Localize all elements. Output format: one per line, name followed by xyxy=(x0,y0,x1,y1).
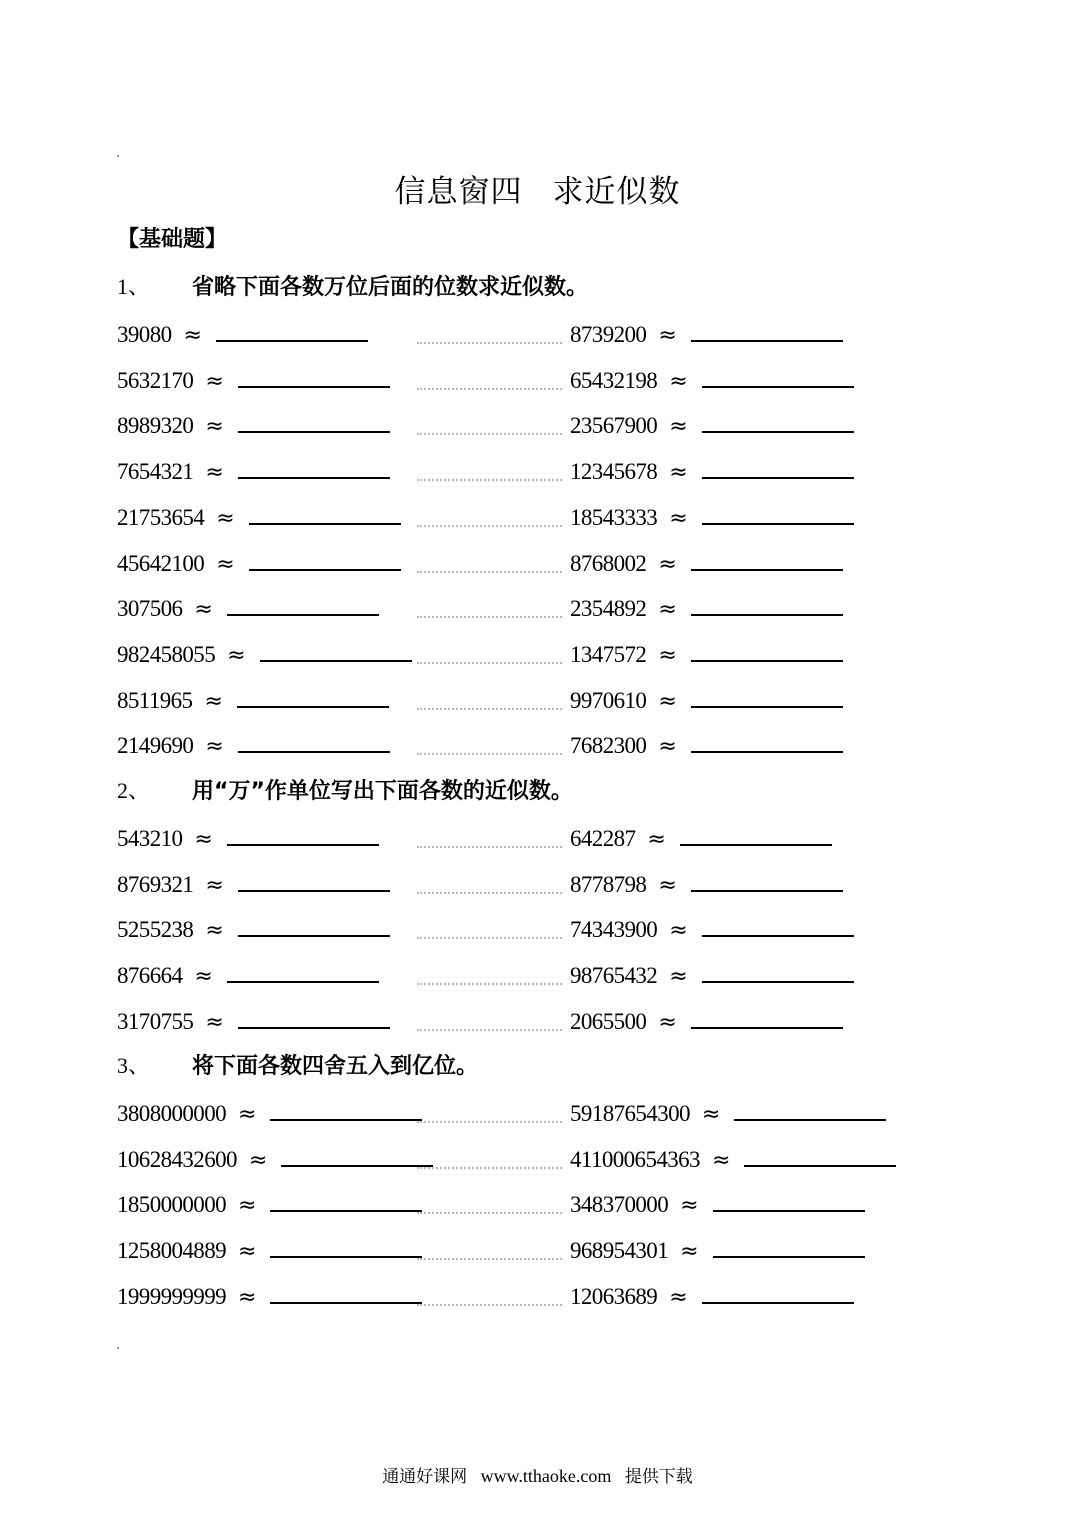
exercise-number: 1999999999 xyxy=(117,1283,227,1309)
exercise-item xyxy=(570,314,843,348)
exercise-row xyxy=(117,818,937,852)
title-part2: 求近似数 xyxy=(552,174,681,210)
answer-blank[interactable] xyxy=(744,1164,896,1167)
approx-symbol: ≈ xyxy=(205,1009,224,1035)
exercise-item xyxy=(570,1001,843,1035)
approx-symbol: ≈ xyxy=(711,1147,731,1173)
exercise-item xyxy=(117,405,390,439)
exercise-item xyxy=(570,1139,896,1173)
exercise-item xyxy=(117,543,401,577)
question-1-number: 1、 xyxy=(117,274,151,299)
exercise-row xyxy=(117,680,937,714)
dotted-guide xyxy=(417,935,562,939)
answer-blank[interactable] xyxy=(238,889,390,892)
title-part1: 信息窗四 xyxy=(394,174,523,210)
answer-blank[interactable] xyxy=(227,843,379,846)
answer-blank[interactable] xyxy=(691,1026,843,1029)
exercise-number: 8778798 xyxy=(570,871,647,897)
question-1-text: 省略下面各数万位后面的位数求近似数。 xyxy=(192,275,589,300)
question-3-heading xyxy=(117,1049,478,1080)
exercise-number: 307506 xyxy=(117,596,183,622)
answer-blank[interactable] xyxy=(238,385,390,388)
dotted-guide xyxy=(417,1027,562,1031)
dotted-guide xyxy=(417,340,562,344)
approx-symbol: ≈ xyxy=(194,964,213,990)
answer-blank[interactable] xyxy=(238,750,390,753)
exercise-item xyxy=(570,451,854,485)
answer-blank[interactable] xyxy=(238,934,390,937)
approx-symbol: ≈ xyxy=(669,368,688,394)
answer-blank[interactable] xyxy=(691,889,843,892)
exercise-row xyxy=(117,1184,937,1218)
answer-blank[interactable] xyxy=(702,980,854,983)
exercise-number: 411000654363 xyxy=(570,1146,700,1172)
exercise-row xyxy=(117,314,937,348)
exercise-number: 968954301 xyxy=(570,1238,669,1264)
approx-symbol: ≈ xyxy=(658,734,677,760)
exercise-item xyxy=(117,909,390,943)
exercise-row xyxy=(117,1230,937,1264)
answer-blank[interactable] xyxy=(691,705,843,708)
exercise-row xyxy=(117,955,937,989)
exercise-number: 12345678 xyxy=(570,459,658,485)
exercise-number: 8769321 xyxy=(117,871,194,897)
footer-suffix: 提供下载 xyxy=(624,1467,693,1487)
exercise-row xyxy=(117,1093,937,1127)
approx-symbol: ≈ xyxy=(227,642,246,668)
approx-symbol: ≈ xyxy=(238,1193,257,1219)
exercise-item xyxy=(117,314,368,348)
exercise-number: 642287 xyxy=(570,826,636,851)
approx-symbol: ≈ xyxy=(216,551,235,577)
answer-blank[interactable] xyxy=(702,934,854,937)
section-label: 【基础题】 xyxy=(117,227,228,252)
exercise-item xyxy=(570,360,854,394)
exercise-number: 3170755 xyxy=(117,1008,194,1034)
margin-dot xyxy=(117,155,119,157)
question-1-heading xyxy=(117,270,588,301)
approx-symbol: ≈ xyxy=(205,368,224,394)
dotted-guide xyxy=(417,981,562,985)
footer xyxy=(0,1462,1075,1487)
approx-symbol: ≈ xyxy=(248,1147,268,1173)
approx-symbol: ≈ xyxy=(647,827,666,852)
exercise-item xyxy=(570,680,843,714)
exercise-number: 982458055 xyxy=(117,641,216,667)
exercise-number: 59187654300 xyxy=(570,1101,690,1126)
exercise-item xyxy=(117,497,401,531)
exercise-item xyxy=(117,1093,422,1127)
exercise-row xyxy=(117,543,937,577)
answer-blank[interactable] xyxy=(691,659,843,662)
exercise-item xyxy=(117,360,390,394)
exercise-item xyxy=(570,864,843,898)
exercise-item xyxy=(570,1230,865,1264)
answer-blank[interactable] xyxy=(227,613,379,616)
exercise-row xyxy=(117,1276,937,1310)
exercise-number: 348370000 xyxy=(570,1192,669,1218)
dotted-guide xyxy=(417,890,562,894)
answer-blank[interactable] xyxy=(227,980,379,983)
approx-symbol: ≈ xyxy=(658,642,677,668)
approx-symbol: ≈ xyxy=(205,734,224,760)
exercise-number: 2354892 xyxy=(570,596,647,622)
exercise-item xyxy=(570,588,843,622)
answer-blank[interactable] xyxy=(260,659,412,662)
exercise-item xyxy=(570,818,832,852)
exercise-number: 2149690 xyxy=(117,733,194,759)
exercise-row xyxy=(117,725,937,759)
approx-symbol: ≈ xyxy=(216,505,235,531)
exercise-item xyxy=(570,909,854,943)
approx-symbol: ≈ xyxy=(669,964,688,990)
approx-symbol: ≈ xyxy=(680,1193,699,1219)
answer-blank[interactable] xyxy=(270,1301,422,1304)
dotted-guide xyxy=(417,1165,562,1169)
exercise-item xyxy=(117,634,412,668)
approx-symbol: ≈ xyxy=(669,505,688,531)
exercise-row xyxy=(117,405,937,439)
dotted-guide xyxy=(417,1210,562,1214)
exercise-item xyxy=(117,1001,390,1035)
answer-blank[interactable] xyxy=(270,1209,422,1212)
answer-blank[interactable] xyxy=(270,1255,422,1258)
answer-blank[interactable] xyxy=(238,476,390,479)
exercise-number: 9970610 xyxy=(570,687,647,713)
answer-blank[interactable] xyxy=(216,339,368,342)
approx-symbol: ≈ xyxy=(658,551,677,577)
exercise-number: 65432198 xyxy=(570,367,658,393)
exercise-row xyxy=(117,864,937,898)
exercise-item xyxy=(117,451,390,485)
exercise-item xyxy=(570,405,854,439)
answer-blank[interactable] xyxy=(702,522,854,525)
exercise-number: 7682300 xyxy=(570,733,647,759)
exercise-item xyxy=(570,634,843,668)
exercise-item xyxy=(570,543,843,577)
exercise-number: 74343900 xyxy=(570,917,658,943)
dotted-guide xyxy=(417,1302,562,1306)
answer-blank[interactable] xyxy=(281,1164,433,1167)
dotted-guide xyxy=(417,1256,562,1260)
dotted-guide xyxy=(417,706,562,710)
answer-blank[interactable] xyxy=(702,385,854,388)
dotted-guide xyxy=(417,431,562,435)
exercise-row xyxy=(117,360,937,394)
answer-blank[interactable] xyxy=(691,613,843,616)
page-title xyxy=(0,166,1075,211)
answer-blank[interactable] xyxy=(237,705,389,708)
exercise-number: 2065500 xyxy=(570,1008,647,1034)
exercise-item xyxy=(117,1276,422,1310)
exercise-number: 39080 xyxy=(117,322,172,347)
answer-blank[interactable] xyxy=(702,476,854,479)
dotted-guide xyxy=(417,1119,562,1123)
exercise-item xyxy=(117,725,390,759)
approx-symbol: ≈ xyxy=(658,597,677,623)
approx-symbol: ≈ xyxy=(204,688,223,714)
approx-symbol: ≈ xyxy=(238,1239,257,1265)
approx-symbol: ≈ xyxy=(205,414,224,440)
answer-blank[interactable] xyxy=(702,1301,854,1304)
exercise-number: 1258004889 xyxy=(117,1238,227,1264)
exercise-item xyxy=(117,588,379,622)
exercise-item xyxy=(570,1093,886,1127)
exercise-number: 5632170 xyxy=(117,367,194,393)
answer-blank[interactable] xyxy=(238,1026,390,1029)
exercise-number: 23567900 xyxy=(570,413,658,439)
answer-blank[interactable] xyxy=(270,1118,422,1121)
exercise-number: 8739200 xyxy=(570,322,647,347)
exercise-row xyxy=(117,451,937,485)
exercise-item xyxy=(117,1139,433,1173)
exercise-number: 98765432 xyxy=(570,963,658,989)
exercise-number: 21753654 xyxy=(117,504,205,530)
exercise-row xyxy=(117,909,937,943)
exercise-number: 8511965 xyxy=(117,687,193,713)
approx-symbol: ≈ xyxy=(701,1102,721,1127)
approx-symbol: ≈ xyxy=(669,460,688,486)
answer-blank[interactable] xyxy=(691,339,843,342)
approx-symbol: ≈ xyxy=(669,414,688,440)
exercise-row xyxy=(117,588,937,622)
dotted-guide xyxy=(417,386,562,390)
exercise-number: 8768002 xyxy=(570,550,647,576)
dotted-guide xyxy=(417,660,562,664)
exercise-item xyxy=(117,1230,422,1264)
approx-symbol: ≈ xyxy=(205,872,224,898)
exercise-number: 45642100 xyxy=(117,550,205,576)
exercise-number: 18543333 xyxy=(570,504,658,530)
exercise-number: 7654321 xyxy=(117,459,194,485)
approx-symbol: ≈ xyxy=(658,323,677,348)
exercise-row xyxy=(117,634,937,668)
approx-symbol: ≈ xyxy=(669,1284,688,1310)
exercise-item xyxy=(117,680,389,714)
question-2-heading xyxy=(117,774,573,805)
dotted-guide xyxy=(417,614,562,618)
exercise-number: 1347572 xyxy=(570,641,647,667)
approx-symbol: ≈ xyxy=(680,1239,699,1265)
approx-symbol: ≈ xyxy=(183,323,202,348)
exercise-item xyxy=(570,497,854,531)
approx-symbol: ≈ xyxy=(194,597,213,623)
approx-symbol: ≈ xyxy=(658,1009,677,1035)
exercise-number: 876664 xyxy=(117,963,183,989)
exercise-item xyxy=(570,1184,865,1218)
dotted-guide xyxy=(417,844,562,848)
exercise-item xyxy=(570,1276,854,1310)
answer-blank[interactable] xyxy=(713,1255,865,1258)
exercise-item xyxy=(570,955,854,989)
dotted-guide xyxy=(417,477,562,481)
exercise-item xyxy=(117,818,379,852)
exercise-number: 12063689 xyxy=(570,1283,658,1309)
exercise-row xyxy=(117,1139,937,1173)
exercise-row xyxy=(117,1001,937,1035)
exercise-item xyxy=(570,725,843,759)
dotted-guide xyxy=(417,523,562,527)
answer-blank[interactable] xyxy=(691,568,843,571)
answer-blank[interactable] xyxy=(713,1209,865,1212)
approx-symbol: ≈ xyxy=(238,1102,257,1127)
approx-symbol: ≈ xyxy=(669,918,688,944)
answer-blank[interactable] xyxy=(680,843,832,846)
exercise-item xyxy=(117,864,390,898)
exercise-number: 3808000000 xyxy=(117,1101,227,1126)
exercise-row xyxy=(117,497,937,531)
exercise-number: 10628432600 xyxy=(117,1146,237,1172)
dotted-guide xyxy=(417,569,562,573)
margin-dot xyxy=(117,1347,119,1349)
exercise-number: 8989320 xyxy=(117,413,194,439)
answer-blank[interactable] xyxy=(249,568,401,571)
approx-symbol: ≈ xyxy=(205,918,224,944)
dotted-guide xyxy=(417,751,562,755)
approx-symbol: ≈ xyxy=(658,688,677,714)
question-3-number: 3、 xyxy=(117,1053,151,1078)
approx-symbol: ≈ xyxy=(238,1284,257,1310)
footer-site-name: 通通好课网 xyxy=(382,1467,468,1487)
answer-blank[interactable] xyxy=(249,522,401,525)
answer-blank[interactable] xyxy=(734,1118,886,1121)
exercise-item xyxy=(117,1184,422,1218)
answer-blank[interactable] xyxy=(702,430,854,433)
question-2-text: 用“万”作单位写出下面各数的近似数。 xyxy=(192,779,573,804)
footer-url: www.tthaoke.com xyxy=(480,1466,612,1486)
answer-blank[interactable] xyxy=(691,750,843,753)
exercise-number: 543210 xyxy=(117,826,183,851)
approx-symbol: ≈ xyxy=(194,827,213,852)
question-3-text: 将下面各数四舍五入到亿位。 xyxy=(192,1054,479,1079)
approx-symbol: ≈ xyxy=(205,460,224,486)
exercise-item xyxy=(117,955,379,989)
question-2-number: 2、 xyxy=(117,778,151,803)
exercise-number: 1850000000 xyxy=(117,1192,227,1218)
exercise-number: 5255238 xyxy=(117,917,194,943)
approx-symbol: ≈ xyxy=(658,872,677,898)
answer-blank[interactable] xyxy=(238,430,390,433)
